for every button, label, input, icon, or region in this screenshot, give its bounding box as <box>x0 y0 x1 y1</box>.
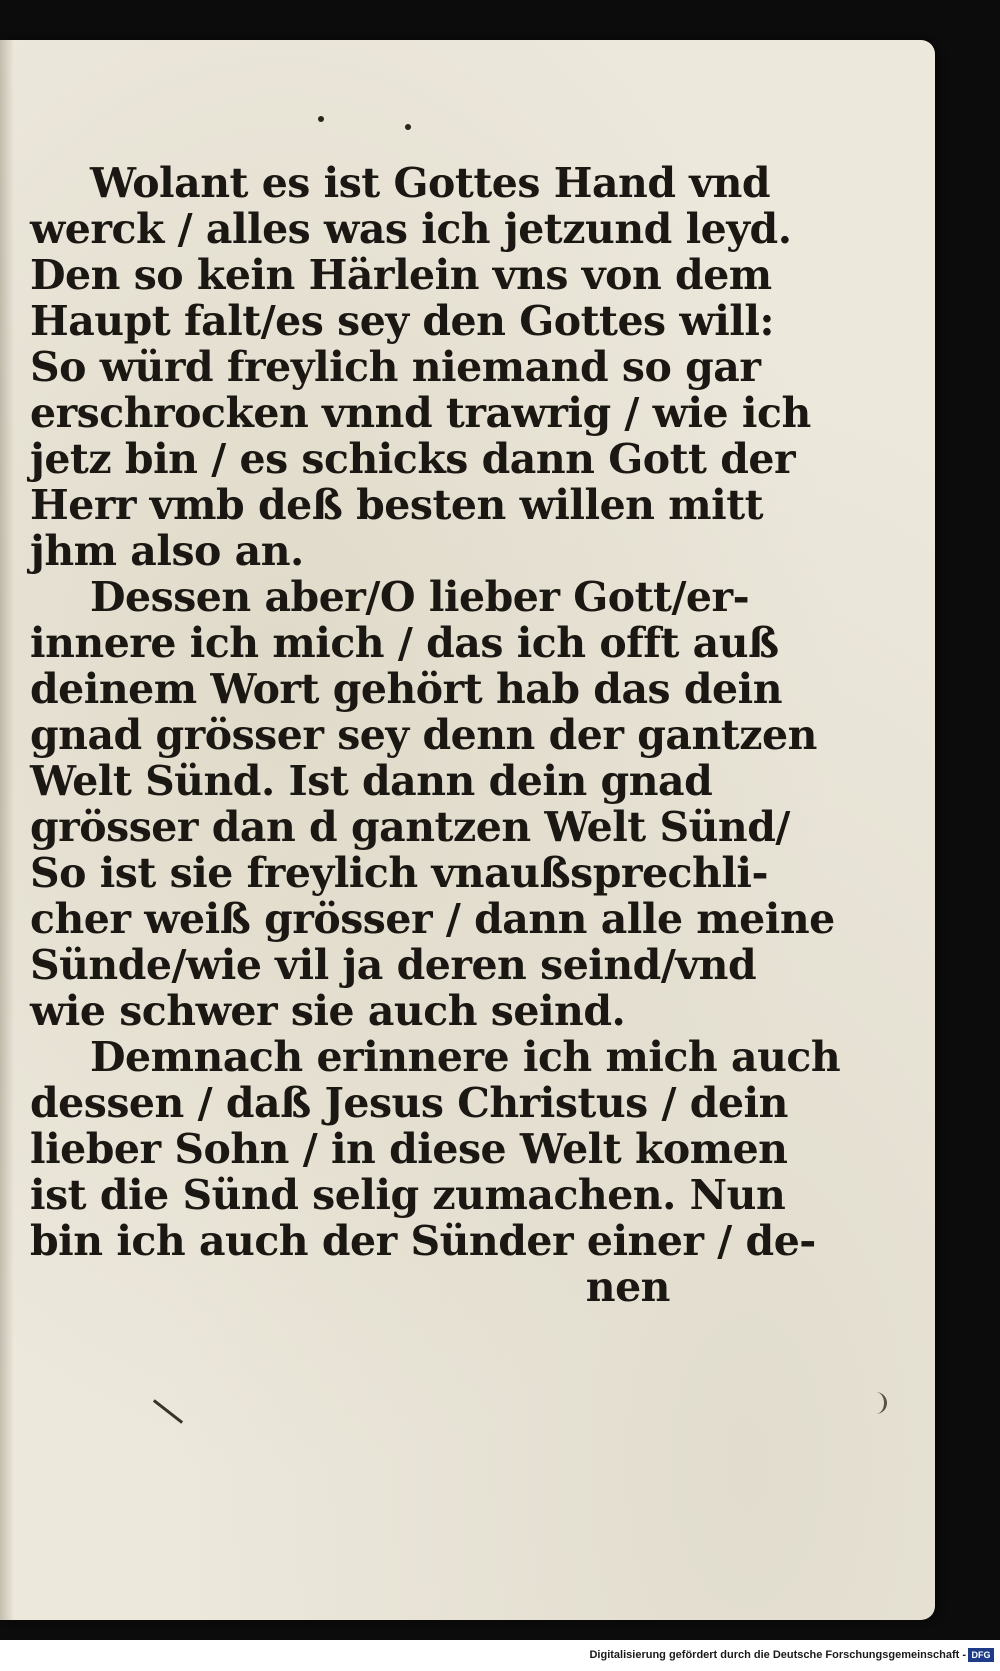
text-line: Herr vmb deß besten willen mitt <box>30 481 764 529</box>
text-line: werck / alles was ich jetzund leyd. <box>30 205 792 253</box>
text-line: wie schwer sie auch seind. <box>30 987 626 1035</box>
text-line: innere ich mich / das ich offt auß <box>30 619 779 667</box>
page-text <box>30 159 841 1311</box>
text-line: dessen / daß Jesus Christus / dein <box>30 1079 788 1127</box>
text-line: ist die Sünd selig zumachen. Nun <box>30 1171 786 1219</box>
text-line: Welt Sünd. Ist dann dein gnad <box>30 757 713 805</box>
text-line: Haupt falt/es sey den Gottes will: <box>30 297 775 345</box>
ink-speck <box>318 116 324 122</box>
text-line: bin ich auch der Sünder einer / de- <box>30 1217 816 1265</box>
text-line: gnad grösser sey denn der gantzen <box>30 711 817 759</box>
text-line: erschrocken vnnd trawrig / wie ich <box>30 389 811 437</box>
text-line: Wolant es ist Gottes Hand vnd <box>90 159 771 207</box>
text-line: So würd freylich niemand so gar <box>30 343 761 391</box>
page-edge-shadow <box>0 40 14 1620</box>
text-line: cher weiß grösser / dann alle meine <box>30 895 835 943</box>
text-line: grösser dan d gantzen Welt Sünd/ <box>30 803 790 851</box>
footer-credit: Digitalisierung gefördert durch die Deutsche Forschungsgemeinschaft - <box>589 1649 966 1661</box>
digitization-footer <box>0 1640 1000 1671</box>
text-line: So ist sie freylich vnaußsprechli- <box>30 849 768 897</box>
text-line: deinem Wort gehört hab das dein <box>30 665 783 713</box>
dfg-logo: DFG <box>968 1648 994 1662</box>
text-line: Dessen aber/O lieber Gott/er- <box>90 573 750 621</box>
catchword: nen <box>585 1263 670 1311</box>
ink-speck <box>405 124 411 130</box>
text-line: Den so kein Härlein vns von dem <box>30 251 772 299</box>
text-line: jhm also an. <box>30 527 304 575</box>
text-line: lieber Sohn / in diese Welt komen <box>30 1125 788 1173</box>
text-line: Sünde/wie vil ja deren seind/vnd <box>30 941 757 989</box>
text-line: jetz bin / es schicks dann Gott der <box>30 435 796 483</box>
text-line: Demnach erinnere ich mich auch <box>90 1033 841 1081</box>
